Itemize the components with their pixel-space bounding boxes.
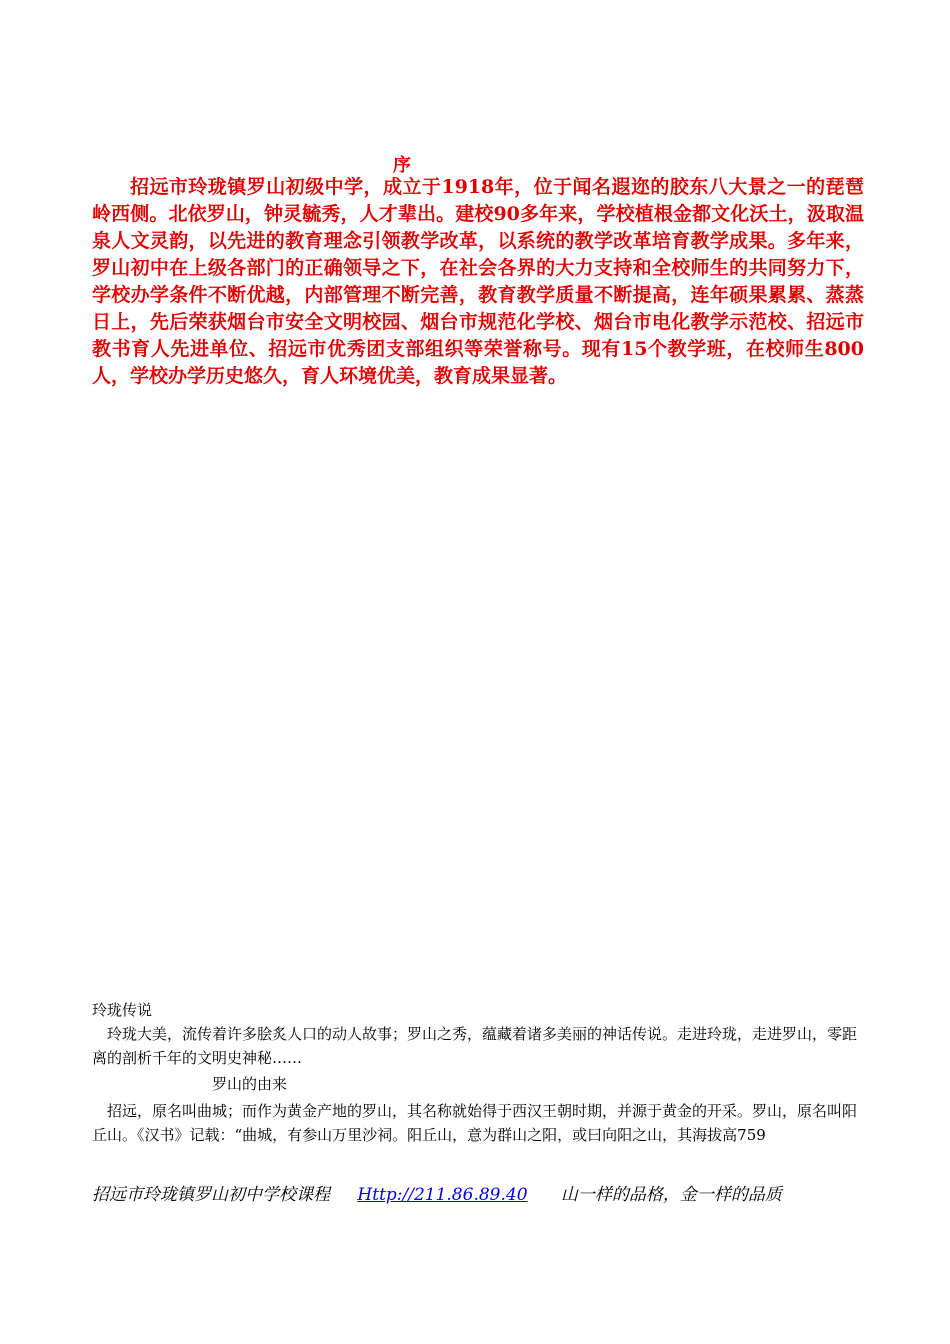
page-footer [92,1180,782,1205]
section-heading: 罗山的由来 [212,1075,288,1093]
section-body: 招远，原名叫曲城；而作为黄金产地的罗山，其名称就始得于西汉王朝时期，并源于黄金的开采。罗山，原名叫阳丘山。《汉书》记载：“曲城，有参山万里沙祠。阳丘山，意为群山之阳，或曰向阳之山，其海拔高759 [92,1102,858,1144]
legend-heading: 玲珑传说 [92,1001,153,1019]
preface-title: 序 [393,155,411,176]
legend-intro: 玲珑大美，流传着许多脍炙人口的动人故事；罗山之秀，蕴藏着诸多美丽的神话传说。走进玲珑，走进罗山，零距离的剖析千年的文明史神秘…… [92,1025,858,1067]
footer-motto: 山一样的品格，金一样的品质 [560,1185,782,1205]
footer-website-link[interactable]: Http://211.86.89.40 [357,1185,528,1205]
footer-school-name: 招远市玲珑镇罗山初中学校课程 [92,1185,330,1205]
preface-body: 招远市玲珑镇罗山初级中学，成立于1918年，位于闻名遐迩的胶东八大景之一的琵琶岭西侧。北依罗山，钟灵毓秀，人才辈出。建校90多年来，学校植根金都文化沃土，汲取温泉人文灵韵，以先进的教育理念引领教学改革，以系统的教学改革培育教学成果。多年来，罗山初中在上级各部门的正确领导之下，在社会各界的大力支持和全校师生的共同努力下，学校办学条件不断优越，内部管理不断完善，教育教学质量不断提高，连年硕果累累、蒸蒸日上，先后荣获烟台市安全文明校园、烟台市规范化学校、烟台市电化教学示范校、招远市教书育人先进单位、招远市优秀团支部组织等荣誉称号。现有15个教学班，在校师生800人，学校办学历史悠久，育人环境优美，教育成果显著。 [92,176,864,387]
